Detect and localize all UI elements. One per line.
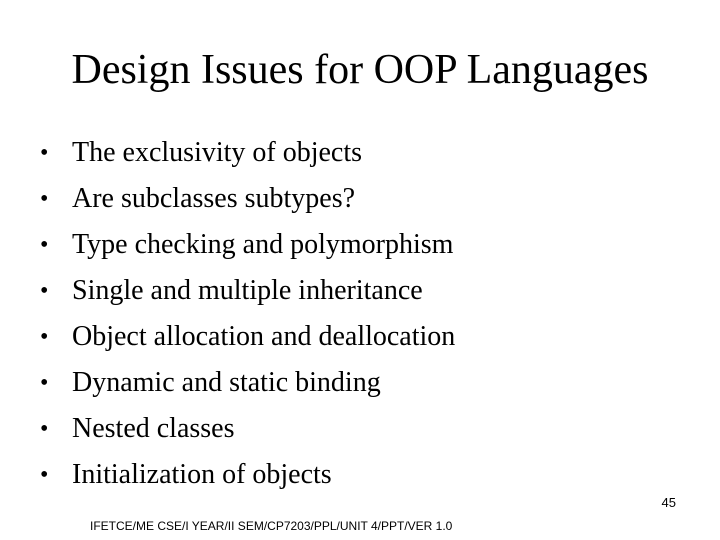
list-item-text: The exclusivity of objects (72, 137, 363, 168)
list-item (40, 222, 455, 268)
bullet-icon: • (40, 139, 49, 166)
list-item (40, 360, 455, 406)
bullet-icon: • (40, 323, 49, 350)
list-item-text: Single and multiple inheritance (72, 275, 423, 306)
bullet-icon: • (40, 277, 49, 304)
list-item (40, 130, 455, 176)
list-item-text: Are subclasses subtypes? (72, 183, 356, 214)
slide-number: 45 (661, 495, 676, 510)
bullet-list (40, 130, 455, 498)
bullet-icon: • (40, 415, 49, 442)
list-item (40, 176, 455, 222)
list-item-text: Dynamic and static binding (72, 367, 381, 398)
list-item-text: Nested classes (72, 413, 235, 444)
bullet-icon: • (40, 369, 49, 396)
list-item (40, 452, 455, 498)
list-item (40, 406, 455, 452)
bullet-icon: • (40, 185, 49, 212)
bullet-icon: • (40, 231, 49, 258)
slide-title: Design Issues for OOP Languages (71, 47, 649, 93)
list-item-text: Type checking and polymorphism (72, 229, 454, 260)
list-item (40, 314, 455, 360)
list-item-text: Object allocation and deallocation (72, 321, 456, 352)
bullet-icon: • (40, 461, 49, 488)
list-item-text: Initialization of objects (72, 459, 332, 490)
slide-footer: IFETCE/ME CSE/I YEAR/II SEM/CP7203/PPL/UNIT 4/PPT/VER 1.0 (90, 519, 453, 533)
list-item (40, 268, 455, 314)
